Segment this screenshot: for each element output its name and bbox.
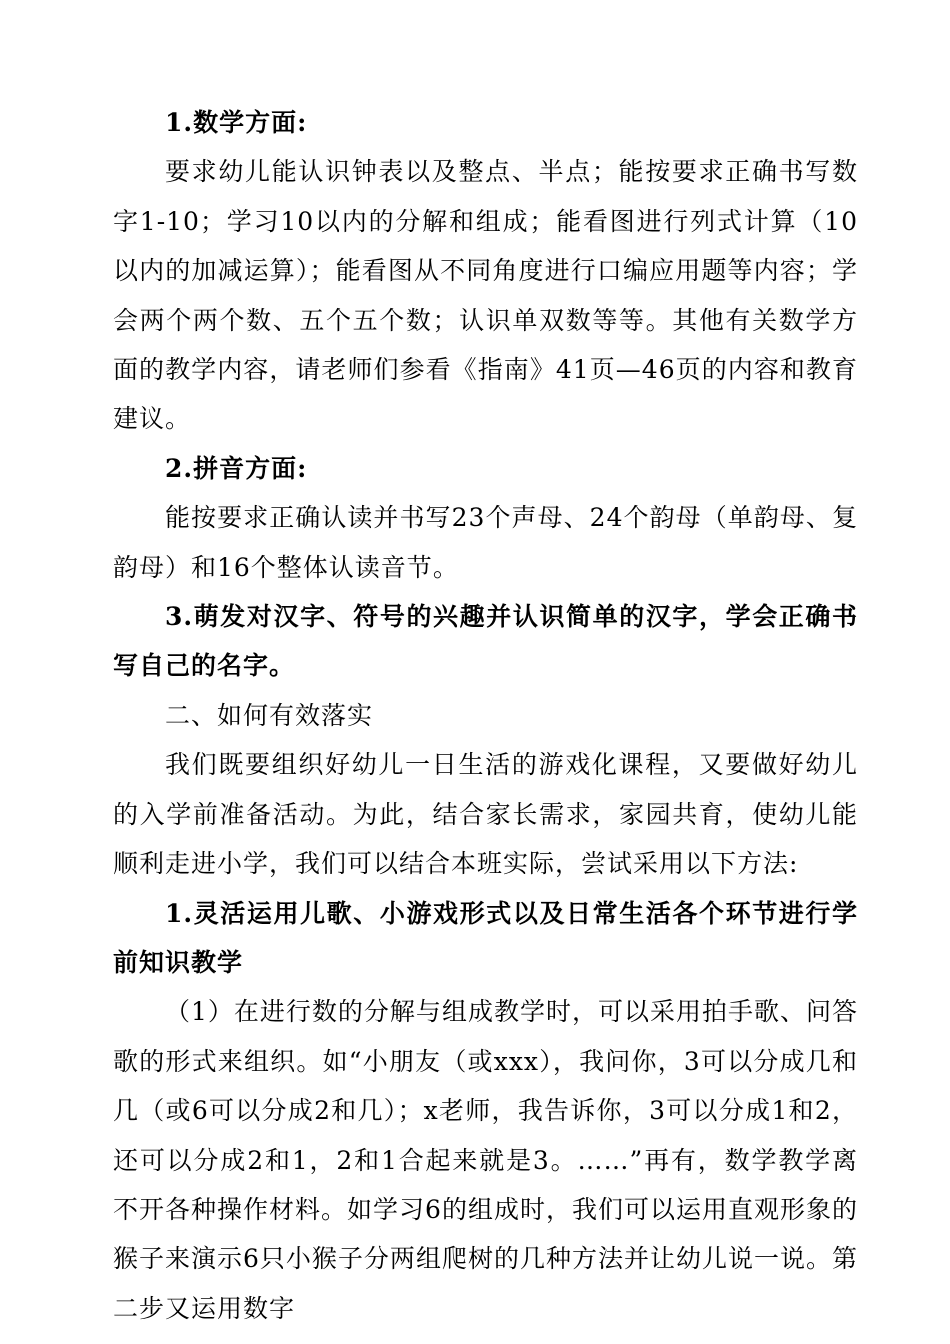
section-two-heading: 二、如何有效落实 — [165, 700, 374, 730]
method-one-heading: 1.灵活运用儿歌、小游戏形式以及日常生活各个环节进行学前知识教学 — [113, 898, 858, 977]
hanzi-heading: 3.萌发对汉字、符号的兴趣并认识简单的汉字，学会正确书写自己的名字。 — [113, 602, 858, 681]
math-body: 要求幼儿能认识钟表以及整点、半点；能按要求正确书写数字1-10；学习10以内的分解和组成；能看图进行列式计算（10以内的加减运算）；能看图从不同角度进行口编应用题等内容；学会两个两个数、五个五个数；认识单双数等等。其他有关数学方面的教学内容，请老师们参看《指南》41页—46页的内容和教育建议。 — [113, 157, 858, 434]
method-one-body: （1）在进行数的分解与组成教学时，可以采用拍手歌、问答歌的形式来组织。如“小朋友（或xxx），我问你，3可以分成几和几（或6可以分成2和几）；x老师，我告诉你，3可以分成1和2，还可以分成2和1，2和1合起来就是3。……”再有，数学教学离不开各种操作材料。如学习6的组成时，我们可以运用直观形象的猴子来演示6只小猴子分两组爬树的几种方法并让幼儿说一说。第二步又运用数字 — [113, 997, 858, 1323]
section-two-body: 我们既要组织好幼儿一日生活的游戏化课程，又要做好幼儿的入学前准备活动。为此，结合家长需求，家园共育，使幼儿能顺利走进小学，我们可以结合本班实际，尝试采用以下方法: — [113, 750, 858, 879]
pinyin-body: 能按要求正确认读并书写23个声母、24个韵母（单韵母、复韵母）和16个整体认读音节。 — [113, 503, 858, 582]
pinyin-heading: 2.拼音方面: — [165, 453, 308, 483]
math-heading: 1.数学方面: — [165, 108, 308, 137]
document-page — [113, 98, 858, 1333]
